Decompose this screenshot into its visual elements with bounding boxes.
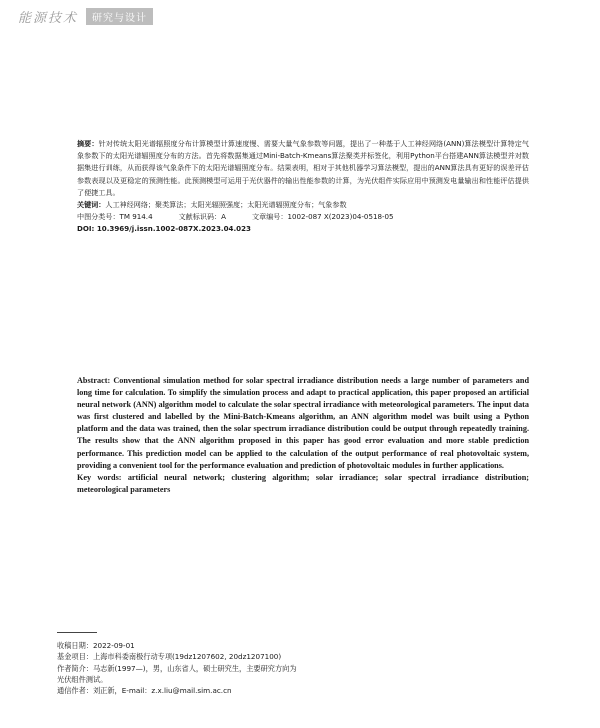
cn-abstract-label: 摘要： xyxy=(77,139,99,148)
cn-keywords: 人工神经网络；聚类算法；太阳光辐照强度；太阳光谱辐照度分布；气象参数 xyxy=(105,200,347,210)
journal-brand: 能源技术 xyxy=(18,10,79,26)
section-tag: 研究与设计 xyxy=(86,8,153,25)
en-abstract-label: Abstract: xyxy=(77,376,111,385)
cn-keywords-line xyxy=(77,199,529,211)
received-date: 收稿日期：2022-09-01 xyxy=(57,641,135,650)
footnotes xyxy=(57,640,297,696)
clc-number: 中图分类号：TM 914.4 xyxy=(77,212,153,222)
corresponding-author: 通信作者：刘正新，E-mail：z.x.liu@mail.sim.ac.cn xyxy=(57,686,232,696)
author-bio: 作者简介：马志新(1997—)，男，山东省人，硕士研究生，主要研究方向为光伏组件测试。 xyxy=(57,663,297,684)
page-header xyxy=(18,6,153,26)
footnote-divider xyxy=(57,632,97,633)
en-keywords-label: Key words: xyxy=(77,472,122,482)
article-number: 文章编号：1002-087 X(2023)04-0518-05 xyxy=(252,212,394,222)
chinese-abstract xyxy=(77,138,529,236)
cn-abstract-paragraph xyxy=(77,138,529,199)
cn-classification-line xyxy=(77,211,529,223)
english-abstract xyxy=(77,375,529,496)
en-keywords-line xyxy=(77,472,529,496)
fund-project: 基金项目：上海市科委南极行动专项(19dz1207602, 20dz1207100) xyxy=(57,652,282,662)
en-keywords: artificial neural network; clustering algorithm; solar irradiance; solar spectral irradiance distribution; meteorological parameters xyxy=(77,472,529,494)
cn-abstract-text: 针对传统太阳光谱辐照度分布计算模型计算速度慢、需要大量气象参数等问题，提出了一种基于人工神经网络(ANN)算法模型计算特定气象参数下的太阳光谱辐照度分布的方法。首先将数据集通过Mini-Batch-Kmeans算法聚类并标签化，利用Python平台搭建ANN算法模型并对数据集进行训练，从而获得该气象条件下的太阳光谱辐照度分布。结果表明，相对于其他机器学习算法模型，提出的ANN算法具有更好的误差评估参数表现以及更稳定的预测性能。此预测模型可运用于光伏器件的输出性能参数的计算，为光伏组件实际应用中预测发电量输出和性能评估提供了便捷工具。 xyxy=(77,139,530,197)
en-abstract-text: Conventional simulation method for solar spectral irradiance distribution needs a large number of parameters and long time for calculation. To simplify the simulation process and adapt to practical application, this paper proposed an artificial neural network (ANN) algorithm model to calculate the solar spectral irradiance with meteorological parameters. The input data was first clustered and labelled by the Mini-Batch-Kmeans algorithm, an ANN algorithm model was built using a Python platform and the data was trained, then the solar spectrum irradiance distribution could be output through repeatedly training. The results show that the ANN algorithm proposed in this paper has good error evaluation and more stable prediction performance. This prediction model can be applied to the calculation of the output performance of real photovoltaic system, providing a convenient tool for the performance evaluation and prediction of photovoltaic modules in further applications. xyxy=(77,376,530,470)
doi: DOI: 10.3969/j.issn.1002-087X.2023.04.023 xyxy=(77,224,251,234)
cn-keywords-label: 关键词： xyxy=(77,200,106,210)
en-abstract-paragraph xyxy=(77,375,529,472)
document-code: 文献标识码：A xyxy=(178,212,227,222)
